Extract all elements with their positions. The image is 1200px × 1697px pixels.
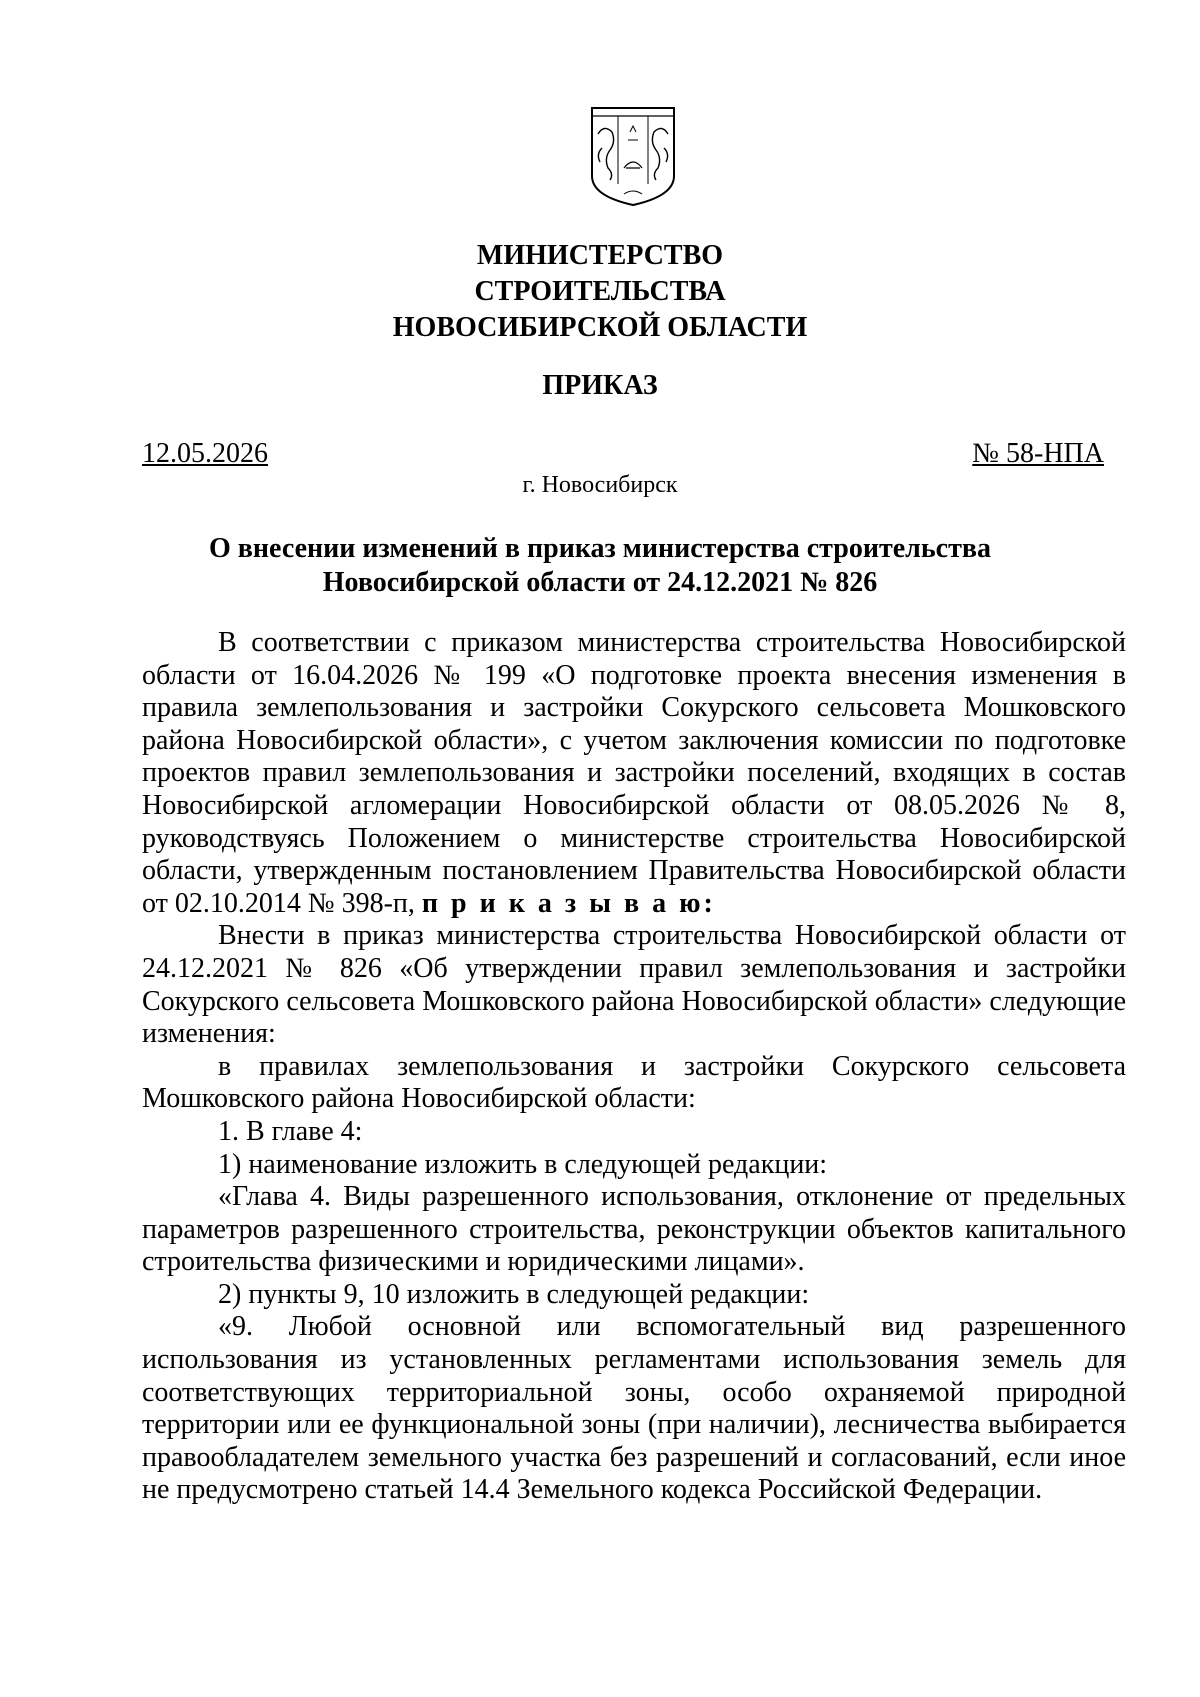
body-paragraph: в правилах землепользования и застройки Сокурского сельсовета Мошковского района Новосибирской области: bbox=[142, 1050, 1126, 1115]
order-body bbox=[142, 627, 1126, 1507]
document-type: ПРИКАЗ bbox=[542, 370, 658, 401]
coat-of-arms-icon bbox=[588, 104, 678, 208]
body-paragraph: «9. Любой основной или вспомогательный вид разрешенного использования из установленных регламентами использования земель для соответствующих территориальной зоны, особо охраняемой природной территории или ее функциональной зоны (при наличии), лесничества выбирается правообладателем земельного участка без разрешений и согласований, если иное не предусмотрено статьей 14.4 Земельного кодекса Российской Федерации. bbox=[142, 1311, 1126, 1506]
coat-of-arms-emblem bbox=[588, 104, 678, 208]
order-number: № 58-НПА bbox=[972, 438, 1104, 469]
subject-line: Новосибирской области от 24.12.2021 № 826 bbox=[322, 567, 878, 598]
order-date: 12.05.2026 bbox=[142, 438, 268, 469]
ministry-name bbox=[0, 238, 1200, 346]
preamble-paragraph bbox=[142, 627, 1126, 920]
body-paragraph: 1. В главе 4: bbox=[218, 1115, 363, 1147]
order-directive: п р и к а з ы в а ю: bbox=[421, 887, 716, 919]
preamble-text: В соответствии с приказом министерства строительства Новосибирской области от 16.04.2026 № 199 «О подготовке проекта внесения изменения в правила землепользования и застройки Сокурского сельсовета Мошковского района Новосибирской области», с учетом заключения комиссии по подготовке проектов правил землепользования и застройки поселений, входящих в состав Новосибирской агломерации Новосибирской области от 08.05.2026 № 8, руководствуясь Положением о министерстве строительства Новосибирской области, утвержденным постановлением Правительства Новосибирской области от 02.10.2014 № 398-п, bbox=[142, 627, 1126, 919]
body-paragraph: 1) наименование изложить в следующей редакции: bbox=[218, 1148, 828, 1180]
city: г. Новосибирск bbox=[522, 472, 678, 498]
body-paragraph: 2) пункты 9, 10 изложить в следующей редакции: bbox=[218, 1278, 810, 1310]
ministry-name-line: СТРОИТЕЛЬСТВА bbox=[474, 276, 726, 307]
order-subject bbox=[0, 532, 1200, 600]
body-paragraph: Внести в приказ министерства строительства Новосибирской области от 24.12.2021 № 826 «Об утверждении правил землепользования и застройки Сокурского сельсовета Мошковского района Новосибирской области» следующие изменения: bbox=[142, 920, 1126, 1050]
ministry-name-line: НОВОСИБИРСКОЙ ОБЛАСТИ bbox=[392, 312, 808, 343]
body-paragraph: «Глава 4. Виды разрешенного использования, отклонение от предельных параметров разрешенного строительства, реконструкции объектов капитального строительства физическими и юридическими лицами». bbox=[142, 1181, 1126, 1278]
ministry-name-line: МИНИСТЕРСТВО bbox=[476, 240, 724, 271]
subject-line: О внесении изменений в приказ министерства строительства bbox=[209, 533, 991, 564]
